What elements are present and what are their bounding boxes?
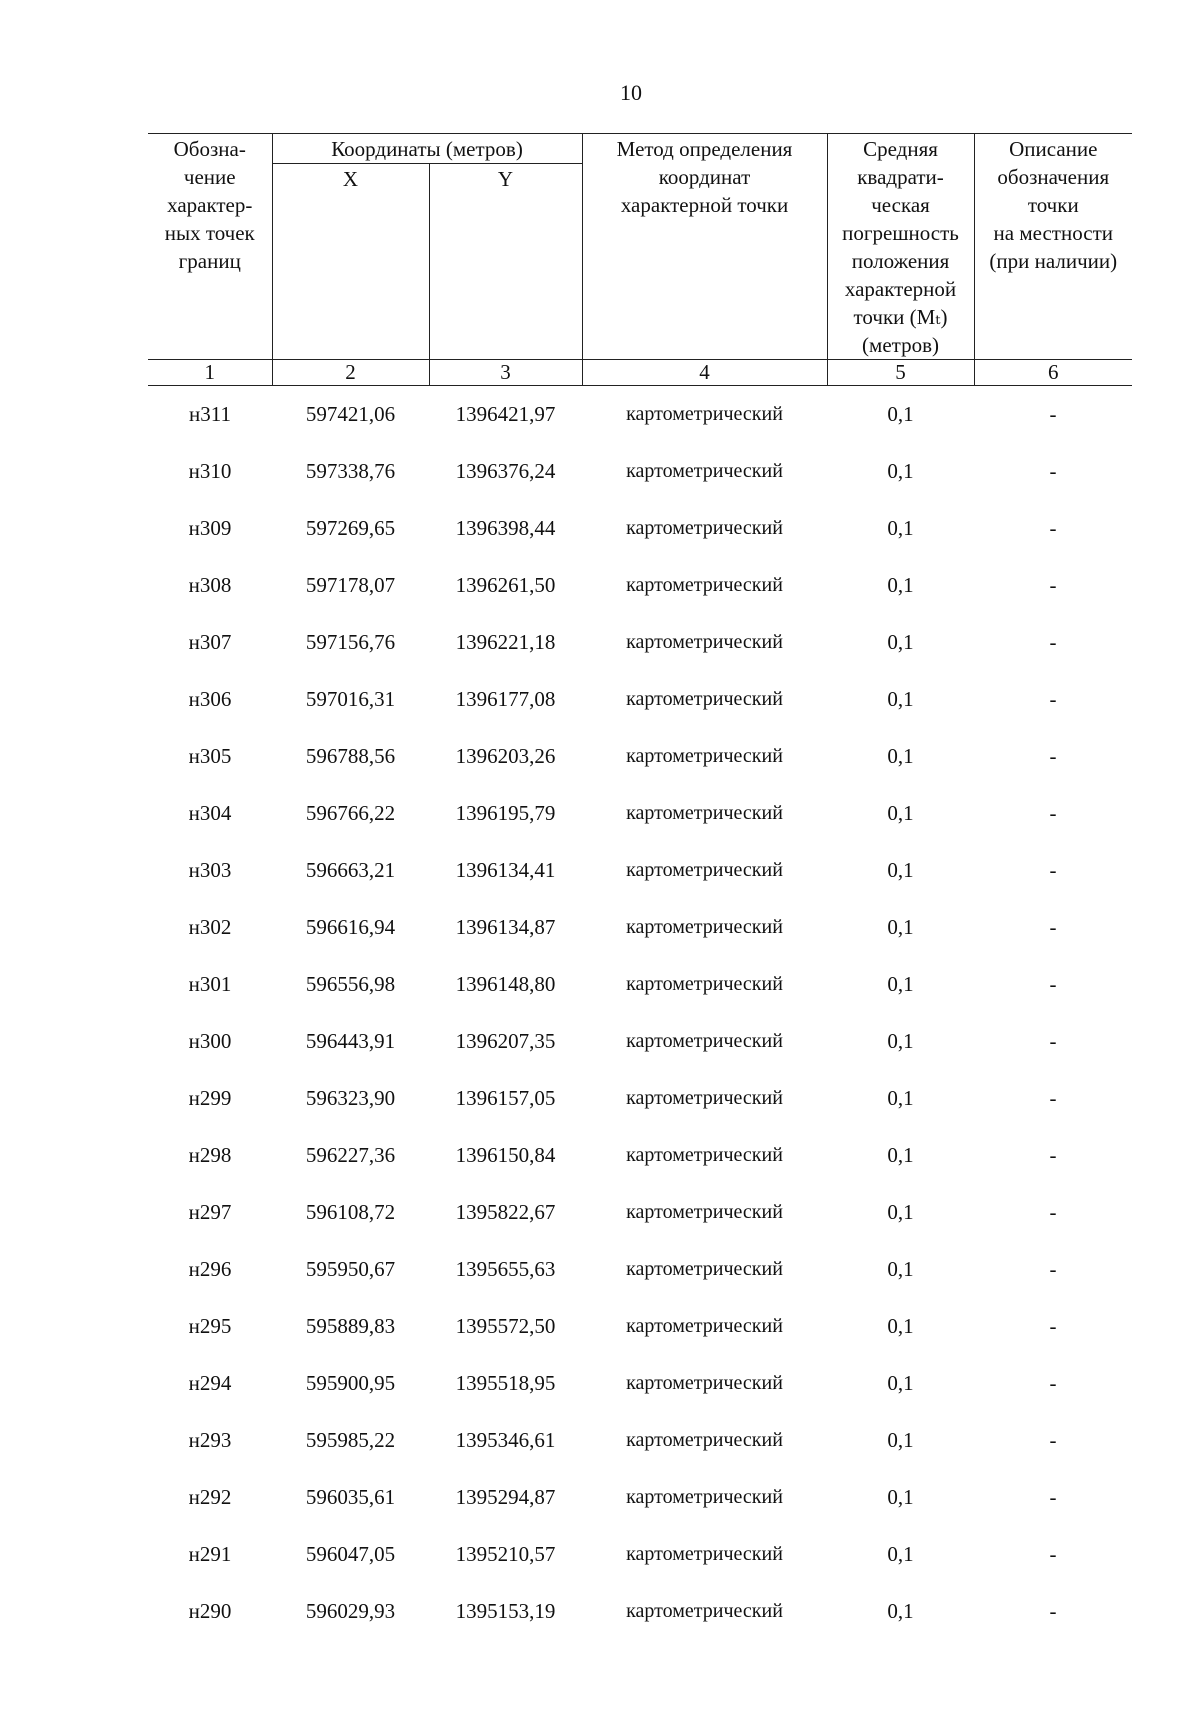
header-line: ных точек [164, 221, 255, 245]
cell-coord-y: 1396376,24 [455, 459, 556, 483]
header-line: ческая [871, 193, 930, 217]
table-row [148, 671, 1132, 728]
cell-point-id: н292 [188, 1485, 232, 1509]
header-line: погрешность [842, 221, 959, 245]
table-row [148, 1127, 1132, 1184]
table-row [148, 1469, 1132, 1526]
cell-coord-x: 595889,83 [305, 1314, 396, 1338]
cell-point-id: н294 [188, 1371, 232, 1395]
cell-coord-x: 596108,72 [305, 1200, 396, 1224]
header-line: характер- [167, 193, 253, 217]
cell-point-id: н307 [188, 630, 232, 654]
cell-coord-x: 595985,22 [305, 1428, 396, 1452]
cell-error-value: 0,1 [887, 459, 914, 483]
cell-method: картометрический [626, 1486, 783, 1508]
cell-description: - [1049, 1428, 1057, 1452]
cell-error-value: 0,1 [887, 915, 914, 939]
cell-coord-x: 595950,67 [305, 1257, 396, 1281]
table-row [148, 1184, 1132, 1241]
cell-coord-y: 1395655,63 [455, 1257, 556, 1281]
cell-error-value: 0,1 [887, 801, 914, 825]
column-number: 5 [827, 360, 974, 386]
cell-point-id: н291 [188, 1542, 232, 1566]
cell-point-id: н296 [188, 1257, 232, 1281]
cell-method: картометрический [626, 574, 783, 596]
table-row [148, 1013, 1132, 1070]
cell-point-id: н300 [188, 1029, 232, 1053]
cell-method: картометрический [626, 1600, 783, 1622]
header-line: точки [1027, 193, 1079, 217]
cell-coord-y: 1396148,80 [455, 972, 556, 996]
cell-error-value: 0,1 [887, 1029, 914, 1053]
cell-coord-x: 597156,76 [305, 630, 396, 654]
table-row [148, 1070, 1132, 1127]
cell-description: - [1049, 1599, 1057, 1623]
cell-method: картометрический [626, 916, 783, 938]
cell-coord-x: 596029,93 [305, 1599, 396, 1623]
cell-description: - [1049, 687, 1057, 711]
header-line: положения [851, 249, 950, 273]
column-number: 6 [974, 360, 1132, 386]
cell-point-id: н290 [188, 1599, 232, 1623]
cell-method: картометрический [626, 802, 783, 824]
cell-error-value: 0,1 [887, 1599, 914, 1623]
cell-coord-y: 1396195,79 [455, 801, 556, 825]
cell-coord-x: 597338,76 [305, 459, 396, 483]
cell-method: картометрический [626, 1144, 783, 1166]
cell-error-value: 0,1 [887, 972, 914, 996]
header-coordinates-group [272, 134, 582, 164]
table-row [148, 842, 1132, 899]
cell-error-value: 0,1 [887, 744, 914, 768]
cell-point-id: н299 [188, 1086, 232, 1110]
table-row [148, 500, 1132, 557]
cell-coord-x: 597016,31 [305, 687, 396, 711]
cell-error-value: 0,1 [887, 1485, 914, 1509]
cell-coord-x: 596227,36 [305, 1143, 396, 1167]
cell-coord-y: 1396134,87 [455, 915, 556, 939]
cell-method: картометрический [626, 517, 783, 539]
cell-description: - [1049, 1371, 1057, 1395]
cell-method: картометрический [626, 460, 783, 482]
cell-coord-y: 1396398,44 [455, 516, 556, 540]
header-line: (при наличии) [989, 249, 1118, 273]
cell-coord-y: 1395572,50 [455, 1314, 556, 1338]
header-mean-square-error [827, 134, 974, 360]
cell-method: картометрический [626, 859, 783, 881]
cell-method: картометрический [626, 1258, 783, 1280]
table-row [148, 728, 1132, 785]
cell-description: - [1049, 1200, 1057, 1224]
cell-description: - [1049, 915, 1057, 939]
table-row [148, 1412, 1132, 1469]
cell-point-id: н304 [188, 801, 232, 825]
cell-point-id: н293 [188, 1428, 232, 1452]
cell-coord-x: 596443,91 [305, 1029, 396, 1053]
table-row [148, 557, 1132, 614]
cell-coord-y: 1396207,35 [455, 1029, 556, 1053]
cell-coord-y: 1396150,84 [455, 1143, 556, 1167]
cell-coord-y: 1395153,19 [455, 1599, 556, 1623]
cell-point-id: н297 [188, 1200, 232, 1224]
cell-method: картометрический [626, 403, 783, 425]
cell-coord-y: 1396421,97 [455, 402, 556, 426]
header-line: Средняя [863, 137, 938, 161]
cell-error-value: 0,1 [887, 687, 914, 711]
cell-point-id: н311 [189, 402, 231, 426]
header-line: характерной точки [620, 193, 789, 217]
cell-point-id: н306 [188, 687, 232, 711]
cell-point-id: н310 [188, 459, 232, 483]
cell-coord-y: 1396261,50 [455, 573, 556, 597]
cell-point-id: н298 [188, 1143, 232, 1167]
header-line: чение [183, 165, 236, 189]
cell-point-id: н305 [188, 744, 232, 768]
cell-method: картометрический [626, 1315, 783, 1337]
cell-coord-x: 597421,06 [305, 402, 396, 426]
cell-method: картометрический [626, 688, 783, 710]
page-number: 10 [620, 80, 642, 105]
cell-description: - [1049, 1314, 1057, 1338]
cell-error-value: 0,1 [887, 1200, 914, 1224]
header-line: квадрати- [857, 165, 944, 189]
cell-coord-y: 1395346,61 [455, 1428, 556, 1452]
cell-coord-x: 596788,56 [305, 744, 396, 768]
header-line: границ [178, 249, 241, 273]
cell-error-value: 0,1 [887, 402, 914, 426]
cell-description: - [1049, 972, 1057, 996]
cell-coord-x: 596323,90 [305, 1086, 396, 1110]
cell-coord-y: 1395822,67 [455, 1200, 556, 1224]
header-point-designation [148, 134, 272, 360]
cell-point-id: н309 [188, 516, 232, 540]
column-number: 2 [272, 360, 429, 386]
cell-method: картометрический [626, 1201, 783, 1223]
cell-coord-x: 595900,95 [305, 1371, 396, 1395]
cell-method: картометрический [626, 1372, 783, 1394]
cell-description: - [1049, 1485, 1057, 1509]
cell-error-value: 0,1 [887, 1314, 914, 1338]
cell-description: - [1049, 459, 1057, 483]
header-line: (метров) [862, 333, 939, 357]
table-row [148, 785, 1132, 842]
cell-error-value: 0,1 [887, 1086, 914, 1110]
header-line: обозначения [997, 165, 1110, 189]
cell-method: картометрический [626, 745, 783, 767]
table-row [148, 614, 1132, 671]
cell-description: - [1049, 1257, 1057, 1281]
cell-error-value: 0,1 [887, 1371, 914, 1395]
column-number: 4 [582, 360, 827, 386]
cell-description: - [1049, 1143, 1057, 1167]
table-row [148, 1526, 1132, 1583]
cell-description: - [1049, 858, 1057, 882]
cell-description: - [1049, 1086, 1057, 1110]
cell-coord-x: 596663,21 [305, 858, 396, 882]
cell-coord-x: 597269,65 [305, 516, 396, 540]
table-row [148, 1355, 1132, 1412]
cell-point-id: н295 [188, 1314, 232, 1338]
cell-method: картометрический [626, 973, 783, 995]
cell-method: картометрический [626, 1543, 783, 1565]
column-number: 1 [148, 360, 272, 386]
cell-description: - [1049, 801, 1057, 825]
cell-point-id: н303 [188, 858, 232, 882]
cell-error-value: 0,1 [887, 1143, 914, 1167]
header-x: X [272, 164, 429, 360]
cell-coord-x: 596616,94 [305, 915, 396, 939]
cell-coord-y: 1395518,95 [455, 1371, 556, 1395]
cell-coord-y: 1396134,41 [455, 858, 556, 882]
cell-coord-y: 1395210,57 [455, 1542, 556, 1566]
coordinates-table [148, 133, 1132, 1640]
header-line: на местности [993, 221, 1113, 245]
cell-point-id: н302 [188, 915, 232, 939]
cell-coord-y: 1396203,26 [455, 744, 556, 768]
table-row [148, 1583, 1132, 1640]
cell-error-value: 0,1 [887, 630, 914, 654]
cell-description: - [1049, 516, 1057, 540]
table-body [148, 386, 1132, 1641]
header-line: Обозна- [173, 137, 246, 161]
cell-description: - [1049, 402, 1057, 426]
cell-method: картометрический [626, 1030, 783, 1052]
cell-coord-y: 1396157,05 [455, 1086, 556, 1110]
table-row [148, 956, 1132, 1013]
cell-method: картометрический [626, 631, 783, 653]
table-row [148, 443, 1132, 500]
header-method [582, 134, 827, 360]
cell-coord-y: 1395294,87 [455, 1485, 556, 1509]
table-row [148, 386, 1132, 444]
cell-description: - [1049, 744, 1057, 768]
header-line: Метод определения [616, 137, 793, 161]
cell-description: - [1049, 1542, 1057, 1566]
cell-coord-y: 1396177,08 [455, 687, 556, 711]
header-line: характерной [844, 277, 957, 301]
header-line: точки (Mₜ) [853, 305, 948, 329]
cell-description: - [1049, 1029, 1057, 1053]
cell-error-value: 0,1 [887, 1428, 914, 1452]
cell-coord-x: 596047,05 [305, 1542, 396, 1566]
cell-coord-x: 596766,22 [305, 801, 396, 825]
cell-coord-y: 1396221,18 [455, 630, 556, 654]
cell-error-value: 0,1 [887, 858, 914, 882]
cell-error-value: 0,1 [887, 573, 914, 597]
cell-error-value: 0,1 [887, 1542, 914, 1566]
table-row [148, 1298, 1132, 1355]
cell-error-value: 0,1 [887, 516, 914, 540]
cell-point-id: н308 [188, 573, 232, 597]
cell-method: картометрический [626, 1087, 783, 1109]
table-row [148, 899, 1132, 956]
header-description [974, 134, 1132, 360]
header-line: координат [658, 165, 751, 189]
table-row [148, 1241, 1132, 1298]
header-coordinates-label: Координаты (метров) [331, 137, 523, 161]
cell-method: картометрический [626, 1429, 783, 1451]
cell-coord-x: 597178,07 [305, 573, 396, 597]
cell-coord-x: 596035,61 [305, 1485, 396, 1509]
cell-description: - [1049, 573, 1057, 597]
cell-description: - [1049, 630, 1057, 654]
header-line: Описание [1009, 137, 1098, 161]
cell-error-value: 0,1 [887, 1257, 914, 1281]
cell-point-id: н301 [188, 972, 232, 996]
column-numbers-row [148, 360, 1132, 386]
table-header [148, 134, 1132, 386]
column-number: 3 [429, 360, 582, 386]
cell-coord-x: 596556,98 [305, 972, 396, 996]
header-y: Y [429, 164, 582, 360]
